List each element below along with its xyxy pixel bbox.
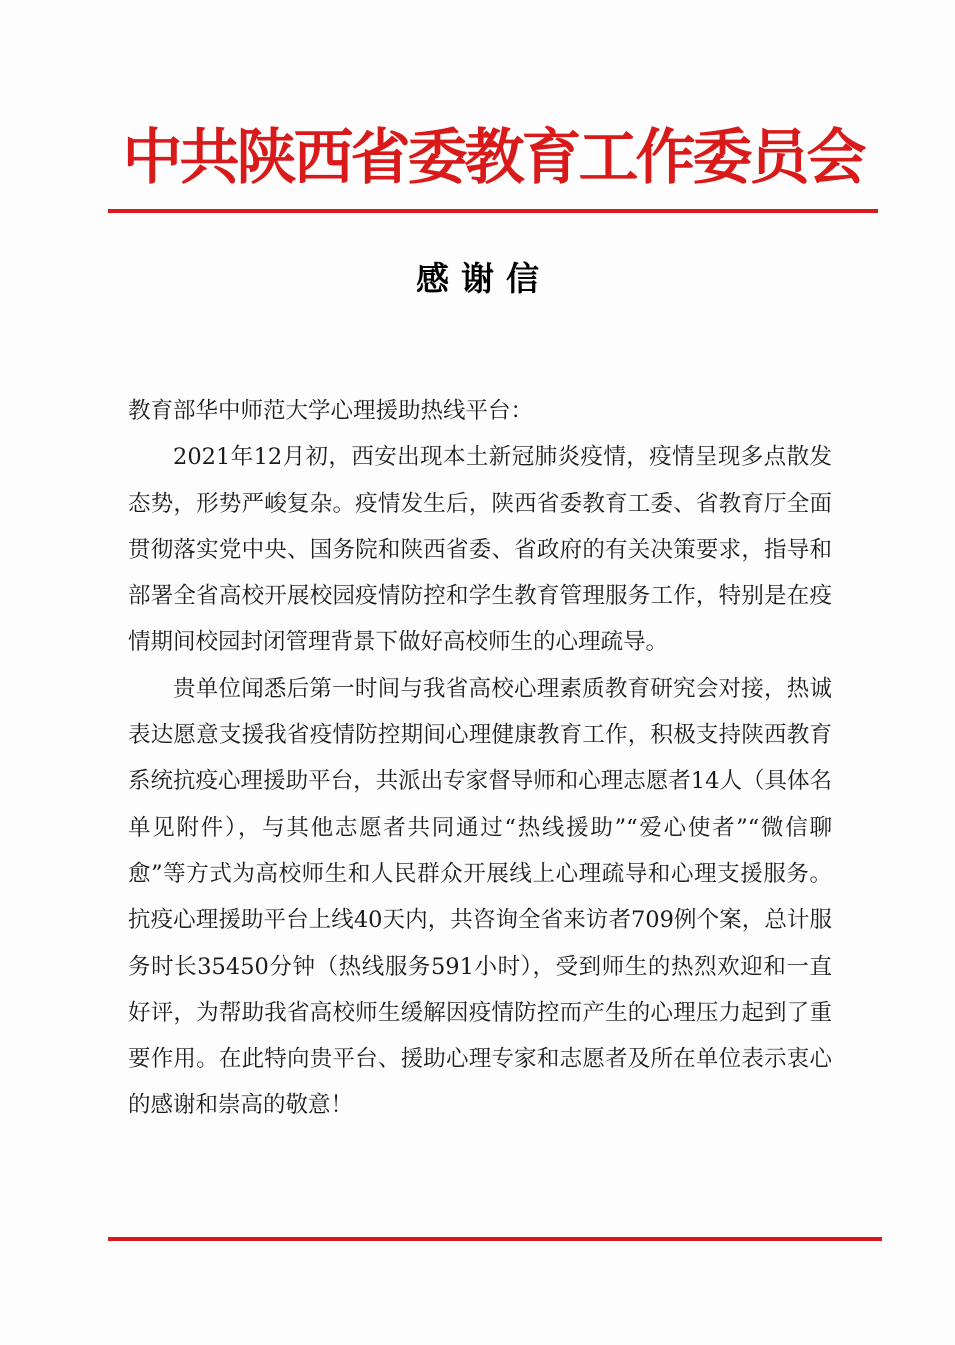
body-paragraph: 2021年12月初，西安出现本土新冠肺炎疫情，疫情呈现多点散发态势，形势严峻复杂。疫情发生后，陕西省委教育工委、省教育厅全面贯彻落实党中央、国务院和陕西省委、省政府的有关决策要求，指导和部署全省高校开展校园疫情防控和学生教育管理服务工作，特别是在疫情期间校园封闭管理背景下做好高校师生的心理疏导。 [128, 444, 832, 656]
body-paragraph: 贵单位闻悉后第一时间与我省高校心理素质教育研究会对接，热诚表达愿意支援我省疫情防控期间心理健康教育工作，积极支持陕西教育系统抗疫心理援助平台，共派出专家督导师和心理志愿者14人（具体名单见附件），与其他志愿者共同通过“热线援助”“爱心使者”“微信聊愈”等方式为高校师生和人民群众开展线上心理疏导和心理支援服务。抗疫心理援助平台上线40天内，共咨询全省来访者709例个案，总计服务时长35450分钟（热线服务591小时），受到师生的热烈欢迎和一直好评，为帮助我省高校师生缓解因疫情防控而产生的心理压力起到了重要作用。在此特向贵平台、援助心理专家和志愿者及所在单位表示衷心的感谢和崇高的敬意！ [128, 675, 832, 1119]
letterhead-red-rule [108, 209, 878, 213]
document-title: 感谢信 [416, 259, 551, 298]
letterhead-org-name: 中共陕西省委教育工作委员会 [122, 123, 864, 193]
footer-red-rule [108, 1237, 882, 1241]
letter-body [128, 388, 832, 1129]
salutation: 教育部华中师范大学心理援助热线平台： [128, 398, 534, 424]
